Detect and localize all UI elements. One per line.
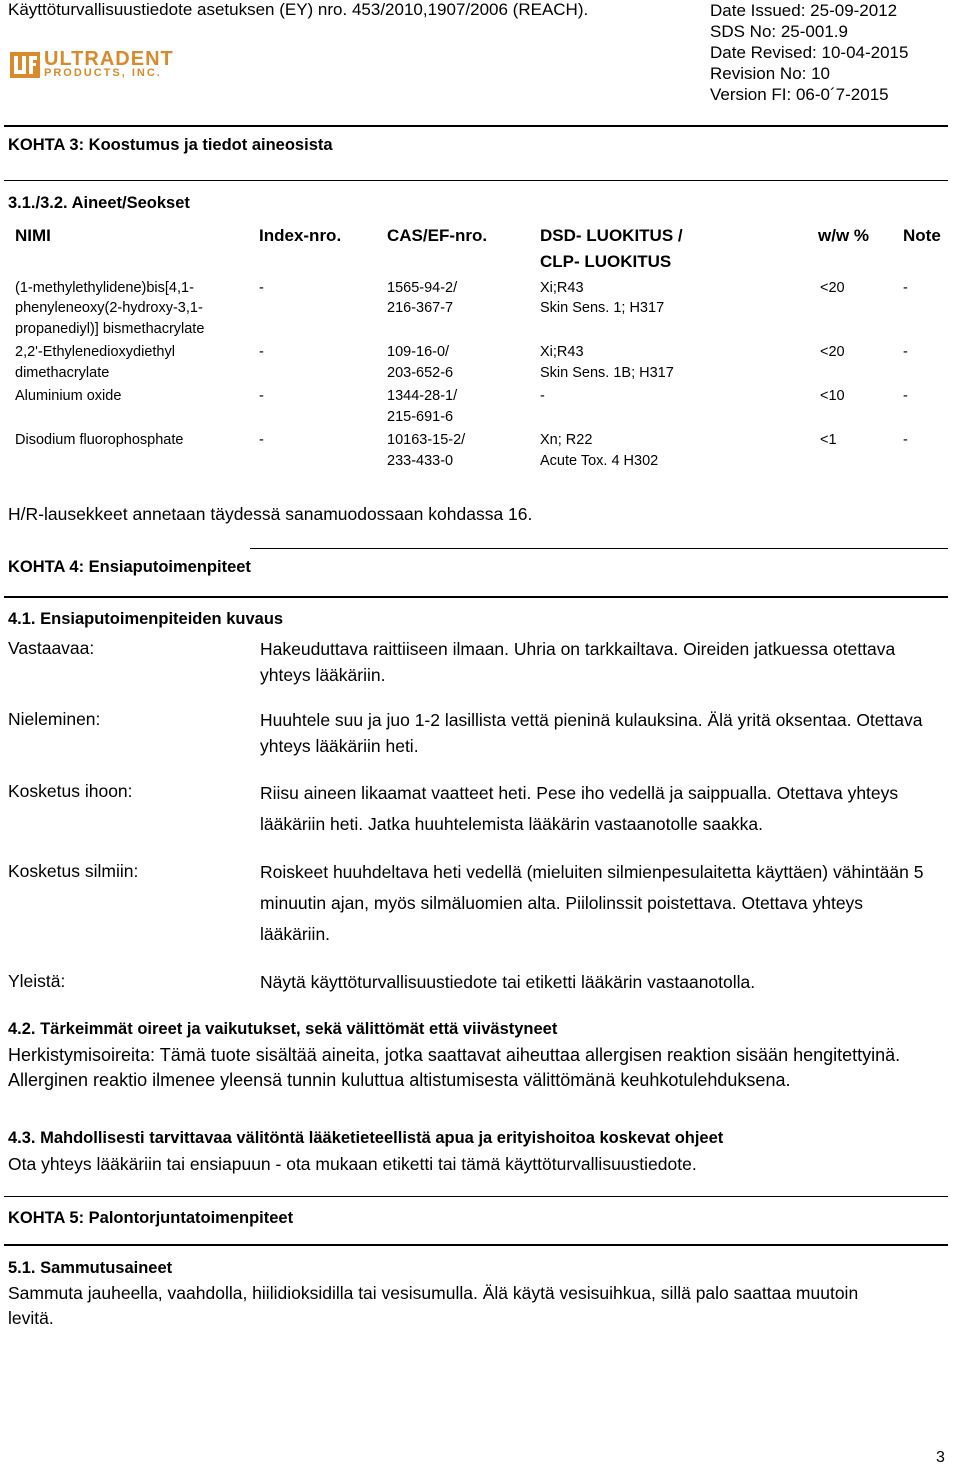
first-aid-text: Näytä käyttöturvallisuustiedote tai etiketti lääkärin vastaanotolla. <box>260 972 756 992</box>
divider <box>4 180 948 181</box>
row-ww: <10 <box>820 388 845 404</box>
row-classification: Xi;R43 <box>540 344 584 360</box>
row-ec: 215-691-6 <box>387 409 454 425</box>
row-ww: <20 <box>820 344 845 360</box>
col-header-classification-clp: CLP- LUOKITUS <box>540 252 672 271</box>
section-4-2-title: 4.2. Tärkeimmät oireet ja vaikutukset, sekä välittömät että viivästyneet <box>8 1020 558 1038</box>
row-index: - <box>259 432 264 448</box>
sds-number: SDS No: 25-001.9 <box>710 22 848 41</box>
first-aid-text: Roiskeet huuhdeltava heti vedellä (mieluiten silmienpesulaitetta käyttäen) vähintään 5 minuutin ajan, myös silmäluomien alta. Piilolinssit poistettava. Otettava yhteys lääkäriin. <box>260 862 924 944</box>
row-classification: Xn; R22 <box>540 432 593 448</box>
row-classification: Xi;R43 <box>540 280 584 296</box>
row-note: - <box>903 388 908 404</box>
section-5-1-text: Sammuta jauheella, vaahdolla, hiilidioksidilla tai vesisumulla. Älä käytä vesisuihkua, sillä palo saattaa muutoin levitä. <box>8 1283 859 1328</box>
first-aid-label: Yleistä: <box>8 971 66 991</box>
row-note: - <box>903 432 908 448</box>
row-cas: 1344-28-1/ <box>387 388 458 404</box>
section-5-title: KOHTA 5: Palontorjuntatoimenpiteet <box>8 1209 294 1227</box>
first-aid-label: Kosketus ihoon: <box>8 781 133 801</box>
section-4-title: KOHTA 4: Ensiaputoimenpiteet <box>8 558 251 576</box>
row-name-line: Aluminium oxide <box>15 388 122 404</box>
row-name-line: 2,2'-Ethylenedioxydiethyl <box>15 344 175 360</box>
section-5-1-title: 5.1. Sammutusaineet <box>8 1259 173 1277</box>
row-name-line: (1-methylethylidene)bis[4,1- <box>15 280 194 296</box>
col-header-name: NIMI <box>15 226 51 245</box>
section-3-title: KOHTA 3: Koostumus ja tiedot aineosista <box>8 136 333 154</box>
row-cas: 1565-94-2/ <box>387 280 458 296</box>
divider <box>4 1196 948 1197</box>
row-note: - <box>903 280 908 296</box>
logo-subtitle: PRODUCTS, INC. <box>44 67 162 79</box>
row-ww: <1 <box>820 432 837 448</box>
col-header-index: Index-nro. <box>259 226 342 245</box>
row-index: - <box>259 344 264 360</box>
col-header-cas: CAS/EF-nro. <box>387 226 488 245</box>
ultradent-logo-icon <box>10 52 40 78</box>
date-issued: Date Issued: 25-09-2012 <box>710 1 898 20</box>
row-ec: 216-367-7 <box>387 300 454 316</box>
row-classification-clp: Acute Tox. 4 H302 <box>540 453 659 469</box>
row-note: - <box>903 344 908 360</box>
page-number: 3 <box>936 1449 945 1466</box>
row-name-line: phenyleneoxy(2-hydroxy-3,1- <box>15 300 203 316</box>
first-aid-text: Hakeuduttava raittiiseen ilmaan. Uhria on tarkkailtava. Oireiden jatkuessa otettava yhteys lääkäriin. <box>260 639 896 685</box>
row-classification-clp: Skin Sens. 1; H317 <box>540 300 665 316</box>
section-4-2-text: Herkistymisoireita: Tämä tuote sisältää aineita, jotka saattavat aiheuttaa allergisen reaktion sisään hengitettyinä. Allerginen reaktio ilmenee yleensä tunnin kuluttua altistumisesta välittömänä keuhkotulehduksena. <box>8 1045 901 1090</box>
row-index: - <box>259 388 264 404</box>
row-name-line: propanediyl)] bismethacrylate <box>15 321 205 337</box>
row-ec: 203-652-6 <box>387 365 454 381</box>
divider <box>250 548 948 549</box>
row-cas: 10163-15-2/ <box>387 432 466 448</box>
revision-number: Revision No: 10 <box>710 64 831 83</box>
company-logo <box>10 50 210 82</box>
first-aid-text: Huuhtele suu ja juo 1-2 lasillista vettä pieninä kulauksina. Älä yritä oksentaa. Otettava yhteys lääkäriin heti. <box>260 710 923 756</box>
row-index: - <box>259 280 264 296</box>
divider <box>4 596 948 598</box>
section-4-1-title: 4.1. Ensiaputoimenpiteiden kuvaus <box>8 610 284 628</box>
row-cas: 109-16-0/ <box>387 344 450 360</box>
logo-name: ULTRADENT <box>44 48 174 70</box>
document-title: Käyttöturvallisuustiedote asetuksen (EY) nro. 453/2010,1907/2006 (REACH). <box>8 0 589 19</box>
section-4-3-text: Ota yhteys lääkäriin tai ensiapuun - ota mukaan etiketti tai tämä käyttöturvallisuustiedote. <box>8 1154 697 1174</box>
row-classification: - <box>540 388 545 404</box>
section-4-3-title: 4.3. Mahdollisesti tarvittavaa välitöntä lääketieteellistä apua ja erityishoitoa koskevat ohjeet <box>8 1129 724 1147</box>
divider <box>4 125 948 127</box>
row-name-line: dimethacrylate <box>15 365 110 381</box>
version: Version FI: 06-0´7-2015 <box>710 85 889 104</box>
col-header-ww: w/w % <box>818 226 870 245</box>
divider <box>4 1244 948 1246</box>
date-revised: Date Revised: 10-04-2015 <box>710 43 909 62</box>
row-ec: 233-433-0 <box>387 453 454 469</box>
first-aid-label: Vastaavaa: <box>8 638 95 658</box>
row-ww: <20 <box>820 280 845 296</box>
section-3-subtitle: 3.1./3.2. Aineet/Seokset <box>8 194 190 212</box>
col-header-classification: DSD- LUOKITUS / <box>540 226 683 245</box>
document-meta <box>710 0 908 105</box>
col-header-note: Note <box>903 226 941 245</box>
hr-footnote: H/R-lausekkeet annetaan täydessä sanamuodossaan kohdassa 16. <box>8 504 533 524</box>
first-aid-label: Kosketus silmiin: <box>8 861 139 881</box>
first-aid-label: Nieleminen: <box>8 709 101 729</box>
first-aid-text: Riisu aineen likaamat vaatteet heti. Pese iho vedellä ja saippualla. Otettava yhteys lääkäriin heti. Jatka huuhtelemista lääkärin vastaanotolle saakka. <box>260 783 899 834</box>
row-classification-clp: Skin Sens. 1B; H317 <box>540 365 674 381</box>
row-name-line: Disodium fluorophosphate <box>15 432 184 448</box>
